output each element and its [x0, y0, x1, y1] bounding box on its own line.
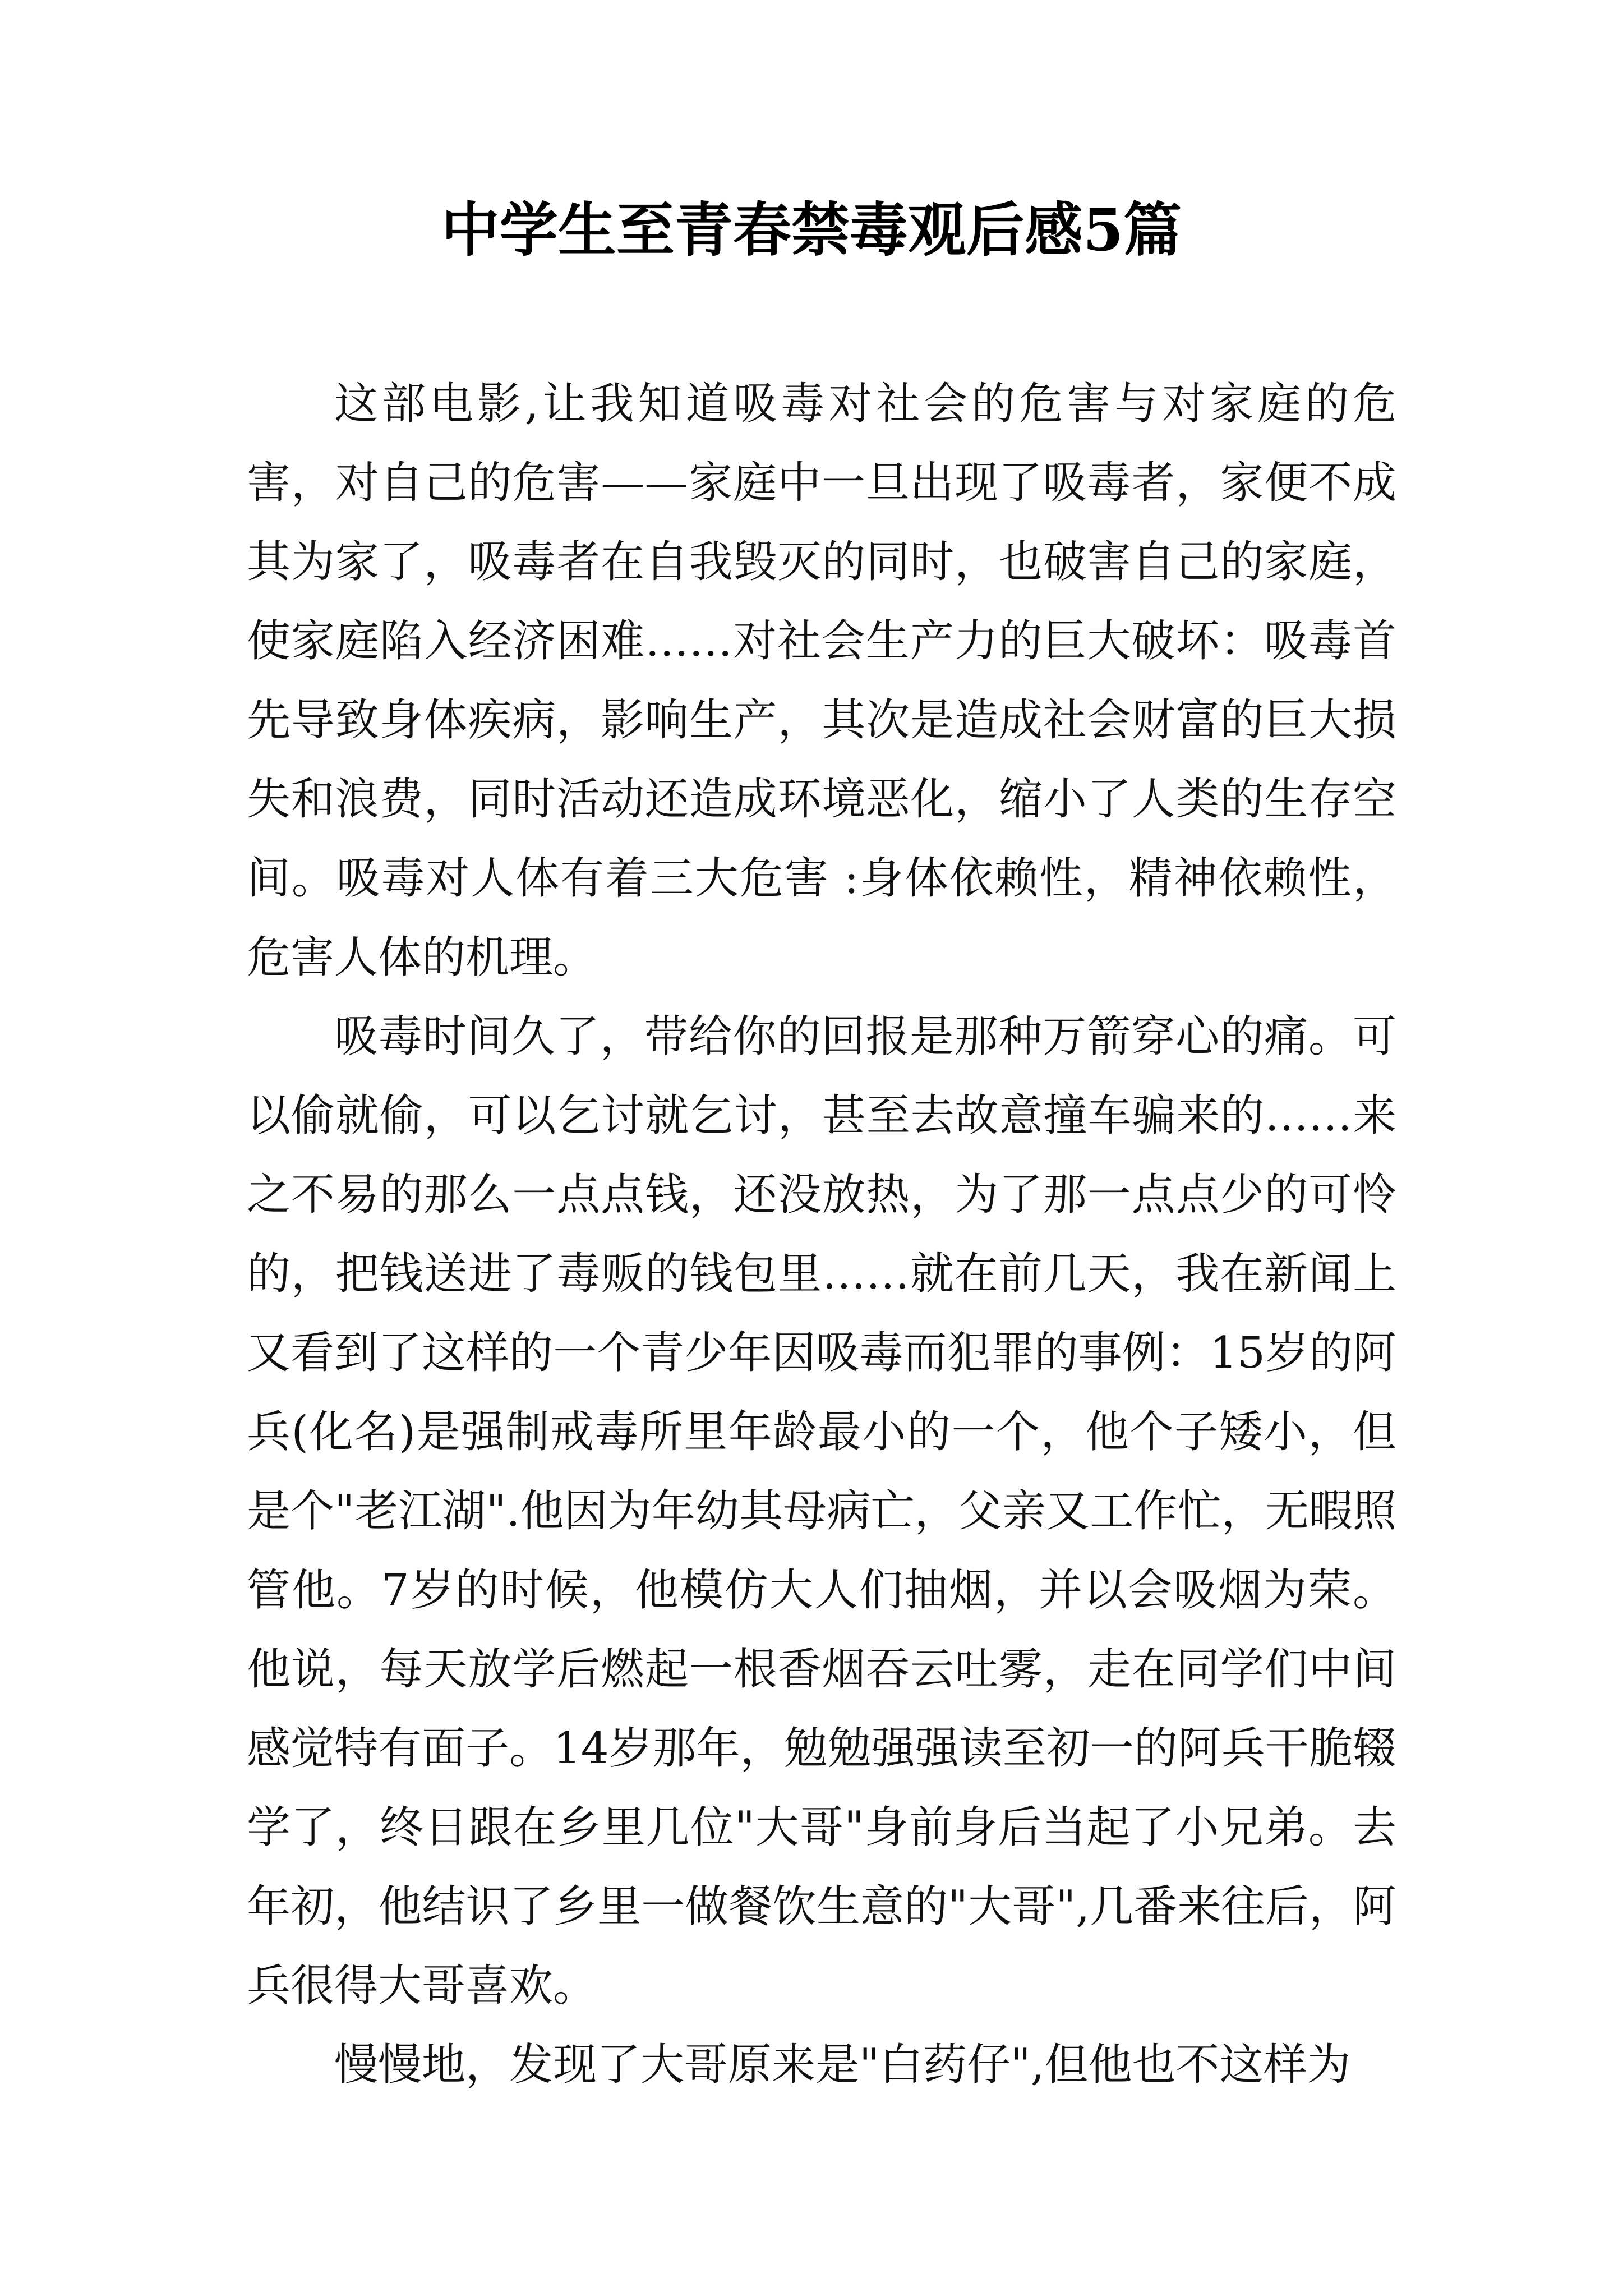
- document-body: [247, 365, 1396, 2105]
- paragraph-1: 这部电影,让我知道吸毒对社会的危害与对家庭的危害，对自己的危害——家庭中一旦出现了吸毒者，家便不成其为家了，吸毒者在自我毁灭的同时，也破害自己的家庭，使家庭陷入经济困难……对社会生产力的巨大破坏：吸毒首先导致身体疾病，影响生产，其次是造成社会财富的巨大损失和浪费，同时活动还造成环境恶化，缩小了人类的生存空间。吸毒对人体有着三大危害 :身体依赖性，精神依赖性，危害人体的机理。: [247, 379, 1396, 983]
- document-title: 中学生至青春禁毒观后感5篇: [441, 195, 1182, 264]
- paragraph-3: 慢慢地，发现了大哥原来是"白药仔",但他也不这样为: [334, 2040, 1351, 2090]
- paragraph-2: 吸毒时间久了，带给你的回报是那种万箭穿心的痛。可以偷就偷，可以乞讨就乞讨，甚至去故意撞车骗来的……来之不易的那么一点点钱，还没放热，为了那一点点少的可怜的，把钱送进了毒贩的钱包里……就在前几天，我在新闻上又看到了这样的一个青少年因吸毒而犯罪的事例：15岁的阿兵(化名)是强制戒毒所里年龄最小的一个，他个子矮小，但是个"老江湖".他因为年幼其母病亡，父亲又工作忙，无暇照管他。7岁的时候，他模仿大人们抽烟，并以会吸烟为荣。他说，每天放学后燃起一根香烟吞云吐雾，走在同学们中间感觉特有面子。14岁那年，勉勉强强读至初一的阿兵干脆辍学了，终日跟在乡里几位"大哥"身前身后当起了小兄弟。去年初，他结识了乡里一做餐饮生意的"大哥",几番来往后，阿兵很得大哥喜欢。: [247, 1011, 1396, 2011]
